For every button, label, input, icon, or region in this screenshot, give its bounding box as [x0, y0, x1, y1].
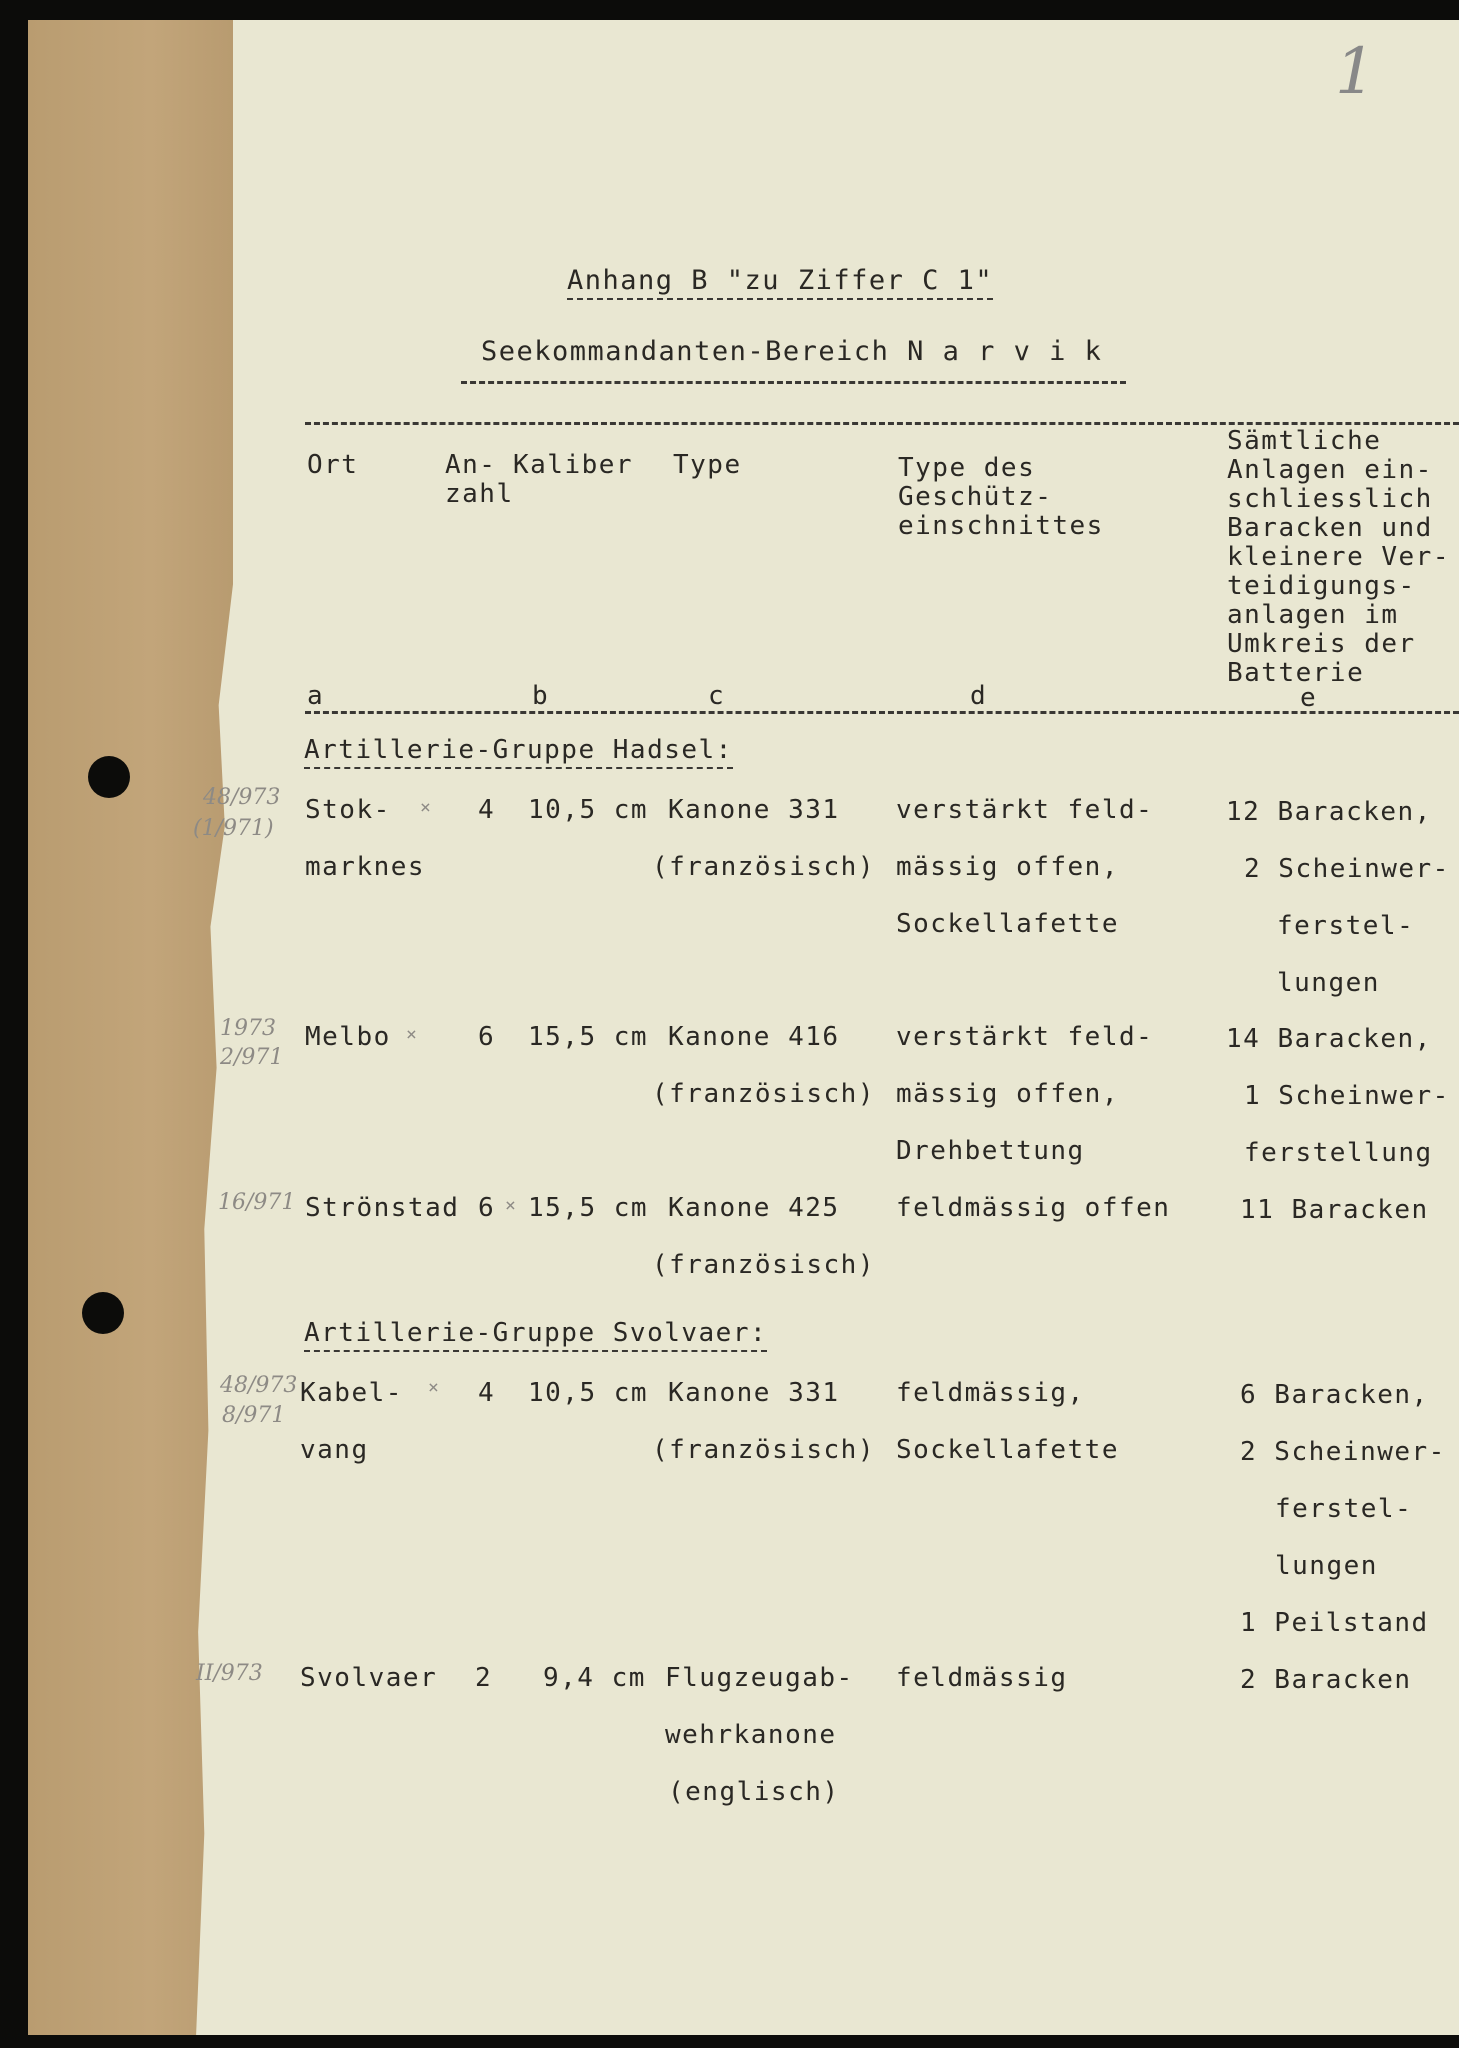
archive-pencil-note: 8/971: [222, 1403, 286, 1428]
col-header-anlagen: Batterie: [1227, 658, 1365, 688]
col-header-einschnitt: Type des: [898, 453, 1036, 483]
col-header-anlagen: kleinere Ver-: [1227, 542, 1450, 572]
cell-einschnitt: Drehbettung: [896, 1136, 1085, 1166]
col-header-type: Type: [673, 450, 742, 480]
col-letter-e: e: [1300, 683, 1318, 713]
cell-type: (französisch): [652, 1079, 875, 1109]
cell-einschnitt: mässig offen,: [896, 1079, 1119, 1109]
cell-einschnitt: feldmässig,: [896, 1378, 1085, 1408]
cell-anlagen: lungen: [1277, 968, 1380, 998]
cell-type: wehrkanone: [665, 1720, 837, 1750]
cell-ort: Stok-: [305, 795, 391, 825]
punch-hole: [88, 756, 130, 798]
cell-type: (englisch): [668, 1777, 840, 1807]
cell-ort: Kabel-: [300, 1378, 403, 1408]
archive-pencil-note: II/973: [196, 1661, 263, 1686]
cell-ort: Strönstad: [305, 1193, 460, 1223]
document-subtitle: Seekommandanten-Bereich N a r v i k: [481, 336, 1103, 367]
check-mark: ×: [428, 1377, 439, 1398]
col-header-anzahl: An-: [445, 450, 497, 480]
cell-ort: Svolvaer: [300, 1663, 438, 1693]
cell-anlagen: 14 Baracken,: [1226, 1024, 1432, 1054]
col-letter-c: c: [708, 681, 726, 711]
col-header-anlagen: Sämtliche: [1227, 426, 1382, 456]
archive-pencil-note: (1/971): [193, 816, 274, 841]
col-letter-d: d: [970, 681, 988, 711]
col-header-kaliber: Kaliber: [513, 450, 634, 480]
cell-type: Flugzeugab-: [665, 1663, 854, 1693]
cell-anzahl: 4: [478, 1378, 496, 1408]
paper-edge-strip: [28, 20, 233, 2035]
subtitle-underline: [461, 381, 1126, 384]
document-title: Anhang B "zu Ziffer C 1": [567, 267, 993, 300]
cell-anlagen: 6 Baracken,: [1240, 1380, 1429, 1410]
cell-einschnitt: feldmässig: [896, 1663, 1068, 1693]
cell-kaliber: 9,4 cm: [543, 1663, 646, 1693]
cell-type: Kanone 331: [668, 1378, 840, 1408]
cell-einschnitt: Sockellafette: [896, 1435, 1119, 1465]
archive-pencil-note: 2/971: [220, 1045, 284, 1070]
archive-pencil-note: 48/973: [203, 785, 281, 810]
page-number: 1: [1335, 35, 1376, 109]
cell-type: (französisch): [652, 1250, 875, 1280]
cell-anlagen: 2 Baracken: [1240, 1665, 1412, 1695]
col-header-anlagen: Baracken und: [1227, 513, 1433, 543]
cell-kaliber: 10,5 cm: [528, 795, 649, 825]
col-header-anzahl: zahl: [445, 479, 514, 509]
cell-type: Kanone 331: [668, 795, 840, 825]
col-header-anlagen: anlagen im: [1227, 600, 1399, 630]
punch-hole: [82, 1292, 124, 1334]
archive-pencil-note: 48/973: [220, 1373, 298, 1398]
cell-anlagen: ferstel-: [1275, 1494, 1413, 1524]
col-header-anlagen: Umkreis der: [1227, 629, 1416, 659]
cell-anlagen: 2 Scheinwer-: [1240, 1437, 1446, 1467]
cell-einschnitt: Sockellafette: [896, 909, 1119, 939]
cell-anzahl: 2: [475, 1663, 493, 1693]
cell-anlagen: 1 Peilstand: [1240, 1608, 1429, 1638]
header-bottom-rule: [305, 711, 1459, 714]
cell-anlagen: lungen: [1275, 1551, 1378, 1581]
cell-einschnitt: verstärkt feld-: [896, 795, 1154, 825]
cell-ort: marknes: [305, 852, 426, 882]
archive-pencil-note: 16/971: [218, 1190, 296, 1215]
cell-ort: vang: [300, 1435, 369, 1465]
check-mark: ×: [406, 1024, 417, 1045]
col-header-anlagen: Anlagen ein-: [1227, 455, 1433, 485]
cell-anlagen: ferstel-: [1277, 911, 1415, 941]
cell-type: (französisch): [652, 1435, 875, 1465]
cell-anlagen: 12 Baracken,: [1226, 797, 1432, 827]
cell-type: Kanone 416: [668, 1022, 840, 1052]
col-header-anlagen: teidigungs-: [1227, 571, 1416, 601]
col-header-ort: Ort: [307, 450, 359, 480]
archive-pencil-note: 1973: [220, 1016, 276, 1041]
cell-kaliber: 15,5 cm: [528, 1193, 649, 1223]
cell-kaliber: 10,5 cm: [528, 1378, 649, 1408]
cell-anlagen: 1 Scheinwer-: [1244, 1081, 1450, 1111]
cell-einschnitt: verstärkt feld-: [896, 1022, 1154, 1052]
cell-anzahl: 6: [478, 1022, 496, 1052]
cell-anlagen: 11 Baracken: [1240, 1195, 1429, 1225]
check-mark: ×: [505, 1195, 516, 1216]
table-top-rule: [305, 422, 1459, 425]
group-heading: Artillerie-Gruppe Svolvaer:: [304, 1320, 767, 1352]
cell-einschnitt: feldmässig offen: [896, 1193, 1171, 1223]
check-mark: ×: [420, 797, 431, 818]
col-header-einschnitt: Geschütz-: [898, 482, 1053, 512]
cell-anlagen: 2 Scheinwer-: [1244, 854, 1450, 884]
cell-type: (französisch): [652, 852, 875, 882]
cell-anlagen: ferstellung: [1244, 1138, 1433, 1168]
col-letter-a: a: [307, 681, 325, 711]
cell-einschnitt: mässig offen,: [896, 852, 1119, 882]
cell-ort: Melbo: [305, 1022, 391, 1052]
cell-type: Kanone 425: [668, 1193, 840, 1223]
col-letter-b: b: [532, 681, 550, 711]
group-heading: Artillerie-Gruppe Hadsel:: [304, 737, 733, 769]
cell-anzahl: 6: [478, 1193, 496, 1223]
cell-anzahl: 4: [478, 795, 496, 825]
col-header-anlagen: schliesslich: [1227, 484, 1433, 514]
cell-kaliber: 15,5 cm: [528, 1022, 649, 1052]
col-header-einschnitt: einschnittes: [898, 511, 1104, 541]
